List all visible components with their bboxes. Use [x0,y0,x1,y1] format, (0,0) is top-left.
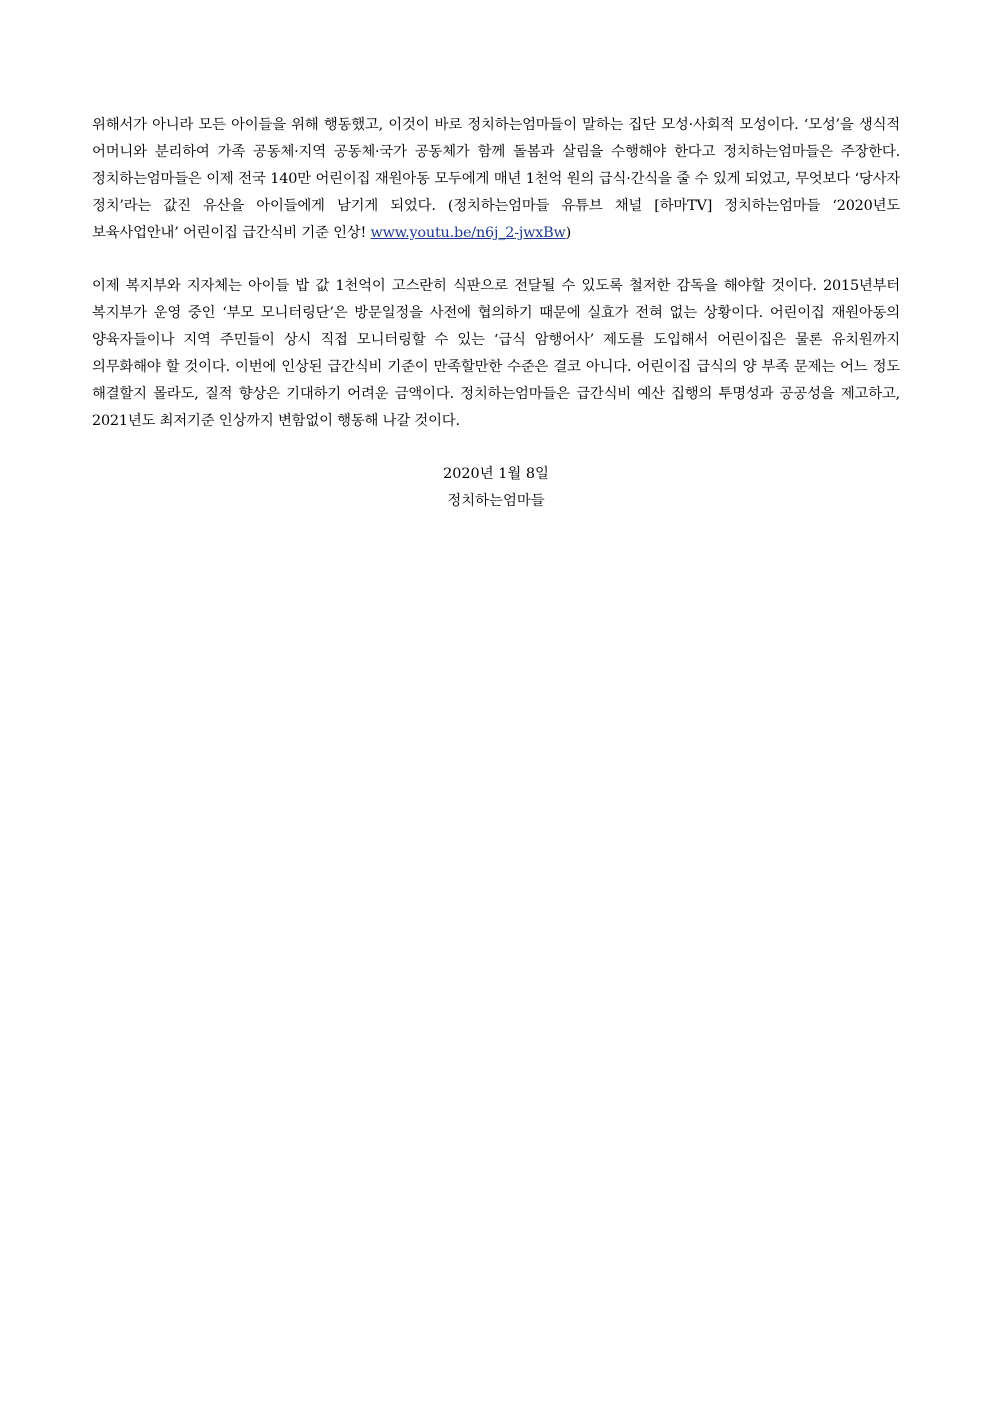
paragraph-2: 이제 복지부와 지자체는 아이들 밥 값 1천억이 고스란히 식판으로 전달될 수 있도록 철저한 감독을 해야할 것이다. 2015년부터 복지부가 운영 중인 ‘부모 모니터링단’은 방문일정을 사전에 협의하기 때문에 실효가 전혀 없는 상황이다. 어린이집 재원아동의 양육자들이나 지역 주민들이 상시 직접 모니터링할 수 있는 ‘급식 암행어사’ 제도를 도입해서 어린이집은 물론 유치원까지 의무화해야 할 것이다. 이번에 인상된 급간식비 기준이 만족할만한 수준은 결코 아니다. 어린이집 급식의 양 부족 문제는 어느 정도 해결할지 몰라도, 질적 향상은 기대하기 어려운 금액이다. 정치하는엄마들은 급간식비 예산 집행의 투명성과 공공성을 제고하고, 2021년도 최저기준 인상까지 변함없이 행동해 나갈 것이다. [92,278,900,429]
paragraph-1-tail: ) [565,225,572,241]
signoff-date: 2020년 1월 8일 [443,466,549,482]
paragraph-1-text: 위해서가 아니라 모든 아이들을 위해 행동했고, 이것이 바로 정치하는엄마들이 말하는 집단 모성·사회적 모성이다. ‘모성’을 생식적 어머니와 분리하여 가족 공동체·지역 공동체·국가 공동체가 함께 돌봄과 살림을 수행해야 한다고 정치하는엄마들은 주장한다. 정치하는엄마들은 이제 전국 140만 어린이집 재원아동 모두에게 매년 1천억 원의 급식·간식을 줄 수 있게 되었고, 무엇보다 ‘당사자 정치’라는 값진 유산을 아이들에게 남기게 되었다. (정치하는엄마들 유튜브 채널 [하마TV] 정치하는엄마들 ‘2020년도 보육사업안내’ 어린이집 급간식비 기준 인상! [92,117,900,241]
document-page [92,112,900,515]
signoff [92,461,900,515]
signoff-organization: 정치하는엄마들 [447,493,545,509]
paragraph-1 [92,112,900,247]
youtube-link[interactable]: www.youtu.be/n6j_2-jwxBw [370,225,566,241]
